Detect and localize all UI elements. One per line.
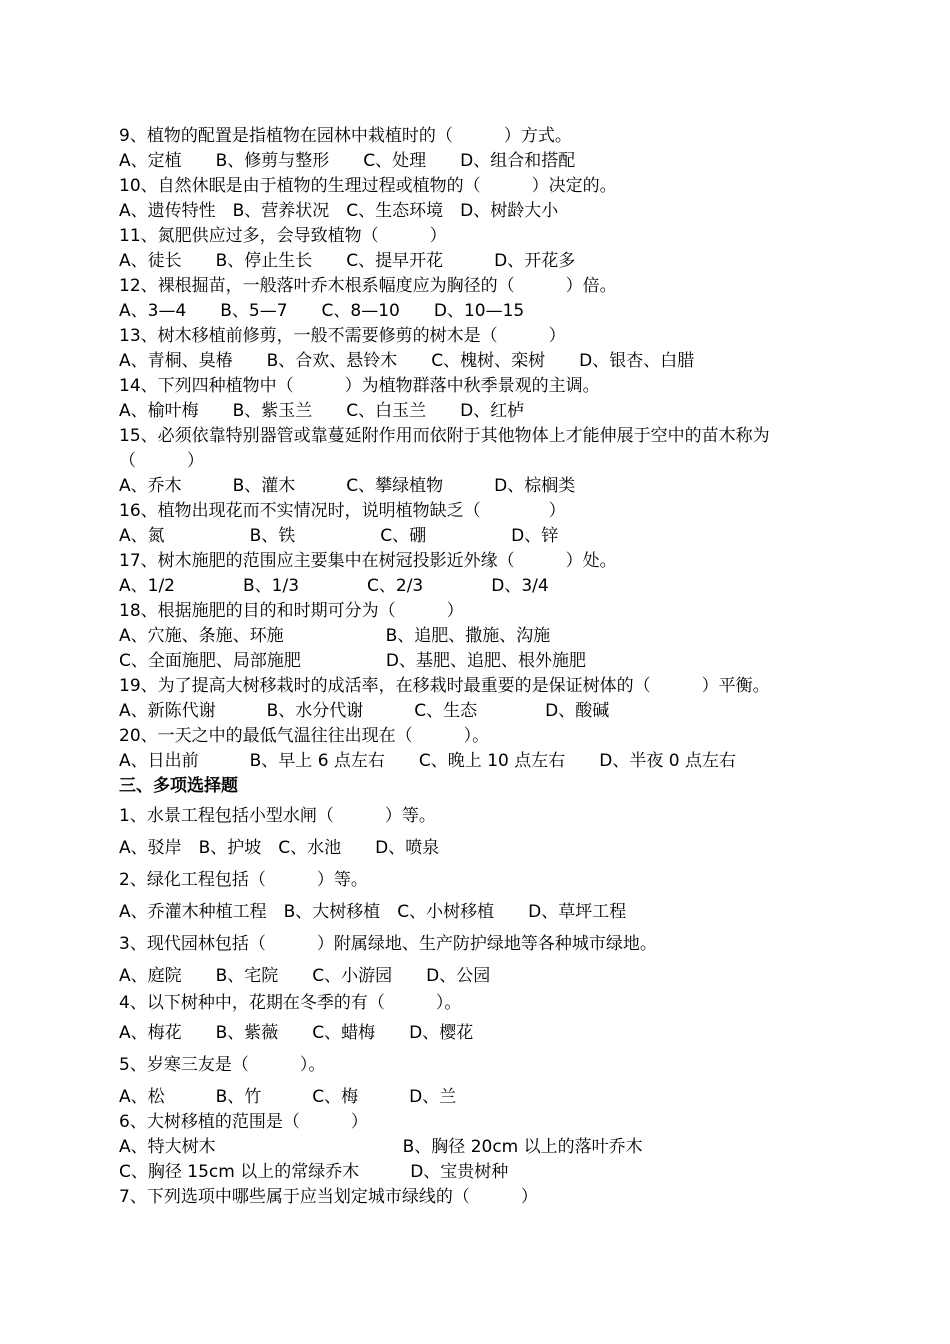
options-line: A、日出前 B、早上 6 点左右 C、晚上 10 点左右 D、半夜 0 点左右 — [119, 751, 736, 771]
options-line: A、1/2 B、1/3 C、2/3 D、3/4 — [119, 576, 549, 596]
options-line: A、穴施、条施、环施 B、追肥、撒施、沟施 — [119, 626, 551, 646]
question-line: 11、氮肥供应过多，会导致植物（ ） — [119, 226, 447, 246]
options-line: A、新陈代谢 B、水分代谢 C、生态 D、酸碱 — [119, 701, 610, 721]
question-line: 20、一天之中的最低气温往往出现在（ ）。 — [119, 726, 490, 746]
options-line: C、全面施肥、局部施肥 D、基肥、追肥、根外施肥 — [119, 651, 586, 671]
question-line: 14、下列四种植物中（ ）为植物群落中秋季景观的主调。 — [119, 376, 600, 396]
options-line: C、胸径 15cm 以上的常绿乔木 D、宝贵树种 — [119, 1162, 509, 1182]
section-heading: 三、多项选择题 — [119, 776, 238, 796]
options-line: A、3—4 B、5—7 C、8—10 D、10—15 — [119, 301, 525, 321]
question-line: 13、树木移植前修剪，一般不需要修剪的树木是（ ） — [119, 326, 566, 346]
question-line: 17、树木施肥的范围应主要集中在树冠投影近外缘（ ）处。 — [119, 551, 617, 571]
question-line: 3、现代园林包括（ ）附属绿地、生产防护绿地等各种城市绿地。 — [119, 934, 657, 954]
options-line: A、驳岸 B、护坡 C、水池 D、喷泉 — [119, 838, 440, 858]
options-line: A、遗传特性 B、营养状况 C、生态环境 D、树龄大小 — [119, 201, 559, 221]
options-line: A、乔木 B、灌木 C、攀绿植物 D、棕榈类 — [119, 476, 576, 496]
question-line: 10、自然休眠是由于植物的生理过程或植物的（ ）决定的。 — [119, 176, 617, 196]
options-line: A、氮 B、铁 C、硼 D、锌 — [119, 526, 559, 546]
options-line: A、梅花 B、紫薇 C、蜡梅 D、樱花 — [119, 1023, 474, 1043]
question-line: 6、大树移植的范围是（ ） — [119, 1112, 368, 1132]
options-line: A、榆叶梅 B、紫玉兰 C、白玉兰 D、红栌 — [119, 401, 525, 421]
question-line: 2、绿化工程包括（ ）等。 — [119, 870, 368, 890]
question-line: 9、植物的配置是指植物在园林中栽植时的（ ）方式。 — [119, 126, 572, 146]
question-line: 18、根据施肥的目的和时期可分为（ ） — [119, 601, 464, 621]
options-line: A、青桐、臭椿 B、合欢、悬铃木 C、槐树、栾树 D、银杏、白腊 — [119, 351, 695, 371]
question-line: （ ） — [119, 451, 204, 471]
question-line: 1、水景工程包括小型水闸（ ）等。 — [119, 806, 436, 826]
options-line: A、徒长 B、停止生长 C、提早开花 D、开花多 — [119, 251, 576, 271]
question-line: 5、岁寒三友是（ ）。 — [119, 1055, 326, 1075]
question-line: 16、植物出现花而不实情况时，说明植物缺乏（ ） — [119, 501, 566, 521]
options-line: A、定植 B、修剪与整形 C、处理 D、组合和搭配 — [119, 151, 576, 171]
question-line: 7、下列选项中哪些属于应当划定城市绿线的（ ） — [119, 1187, 538, 1207]
question-line: 12、裸根掘苗，一般落叶乔木根系幅度应为胸径的（ ）倍。 — [119, 276, 617, 296]
question-line: 15、必须依靠特别器管或靠蔓延附作用而依附于其他物体上才能伸展于空中的苗木称为 — [119, 426, 770, 446]
options-line: A、松 B、竹 C、梅 D、兰 — [119, 1087, 457, 1107]
options-line: A、庭院 B、宅院 C、小游园 D、公园 — [119, 966, 491, 986]
question-line: 19、为了提高大树移栽时的成活率，在移栽时最重要的是保证树体的（ ）平衡。 — [119, 676, 770, 696]
options-line: A、乔灌木种植工程 B、大树移植 C、小树移植 D、草坪工程 — [119, 902, 627, 922]
question-line: 4、以下树种中，花期在冬季的有（ ）。 — [119, 993, 462, 1013]
options-line: A、特大树木 B、胸径 20cm 以上的落叶乔木 — [119, 1137, 643, 1157]
